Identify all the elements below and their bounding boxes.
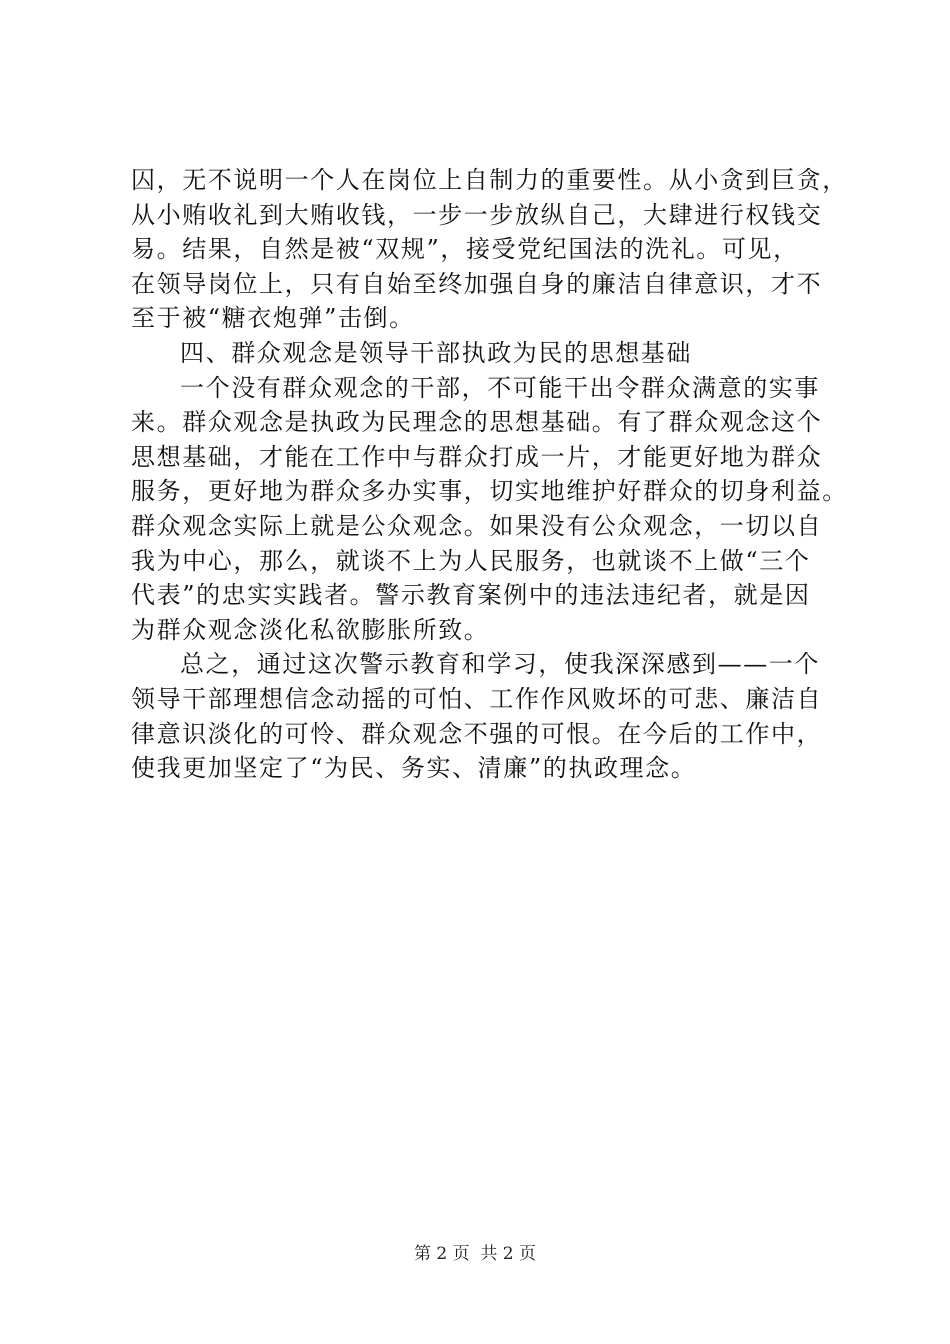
page-number-footer: 第 2 页 共 2 页 xyxy=(413,1244,537,1264)
text-line: 代表”的忠实实践者。警示教育案例中的违法违纪者，就是因 xyxy=(131,581,811,610)
section-heading: 四、群众观念是领导干部执政为民的思想基础 xyxy=(180,338,692,367)
document-body xyxy=(131,163,846,786)
text-line: 来。群众观念是执政为民理念的思想基础。有了群众观念这个 xyxy=(131,408,823,437)
text-line: 领导干部理想信念动摇的可怕、工作作风败坏的可悲、廉洁自 xyxy=(131,684,823,713)
text-line: 易。结果，自然是被“双规”，接受党纪国法的洗礼。可见， xyxy=(131,235,799,264)
text-line: 总之，通过这次警示教育和学习，使我深深感到——一个 xyxy=(180,650,820,679)
text-line: 在领导岗位上，只有自始至终加强自身的廉洁自律意识，才不 xyxy=(131,269,823,298)
text-line: 至于被“糖衣炮弹”击倒。 xyxy=(131,304,415,333)
text-line: 律意识淡化的可怜、群众观念不强的可恨。在今后的工作中， xyxy=(131,719,823,748)
text-line: 群众观念实际上就是公众观念。如果没有公众观念，一切以自 xyxy=(131,511,823,540)
text-line: 从小贿收礼到大贿收钱，一步一步放纵自己，大肆进行权钱交 xyxy=(131,200,823,229)
text-line: 一个没有群众观念的干部，不可能干出令群众满意的实事 xyxy=(180,373,820,402)
text-line: 使我更加坚定了“为民、务实、清廉”的执政理念。 xyxy=(131,754,697,783)
text-line: 我为中心，那么，就谈不上为人民服务，也就谈不上做“三个 xyxy=(131,546,811,575)
text-line: 囚，无不说明一个人在岗位上自制力的重要性。从小贪到巨贪， xyxy=(131,166,848,194)
text-line: 思想基础，才能在工作中与群众打成一片，才能更好地为群众 xyxy=(131,442,823,471)
text-line: 为群众观念淡化私欲膨胀所致。 xyxy=(131,615,490,644)
text-line: 服务，更好地为群众多办实事，切实地维护好群众的切身利益。 xyxy=(131,477,848,506)
